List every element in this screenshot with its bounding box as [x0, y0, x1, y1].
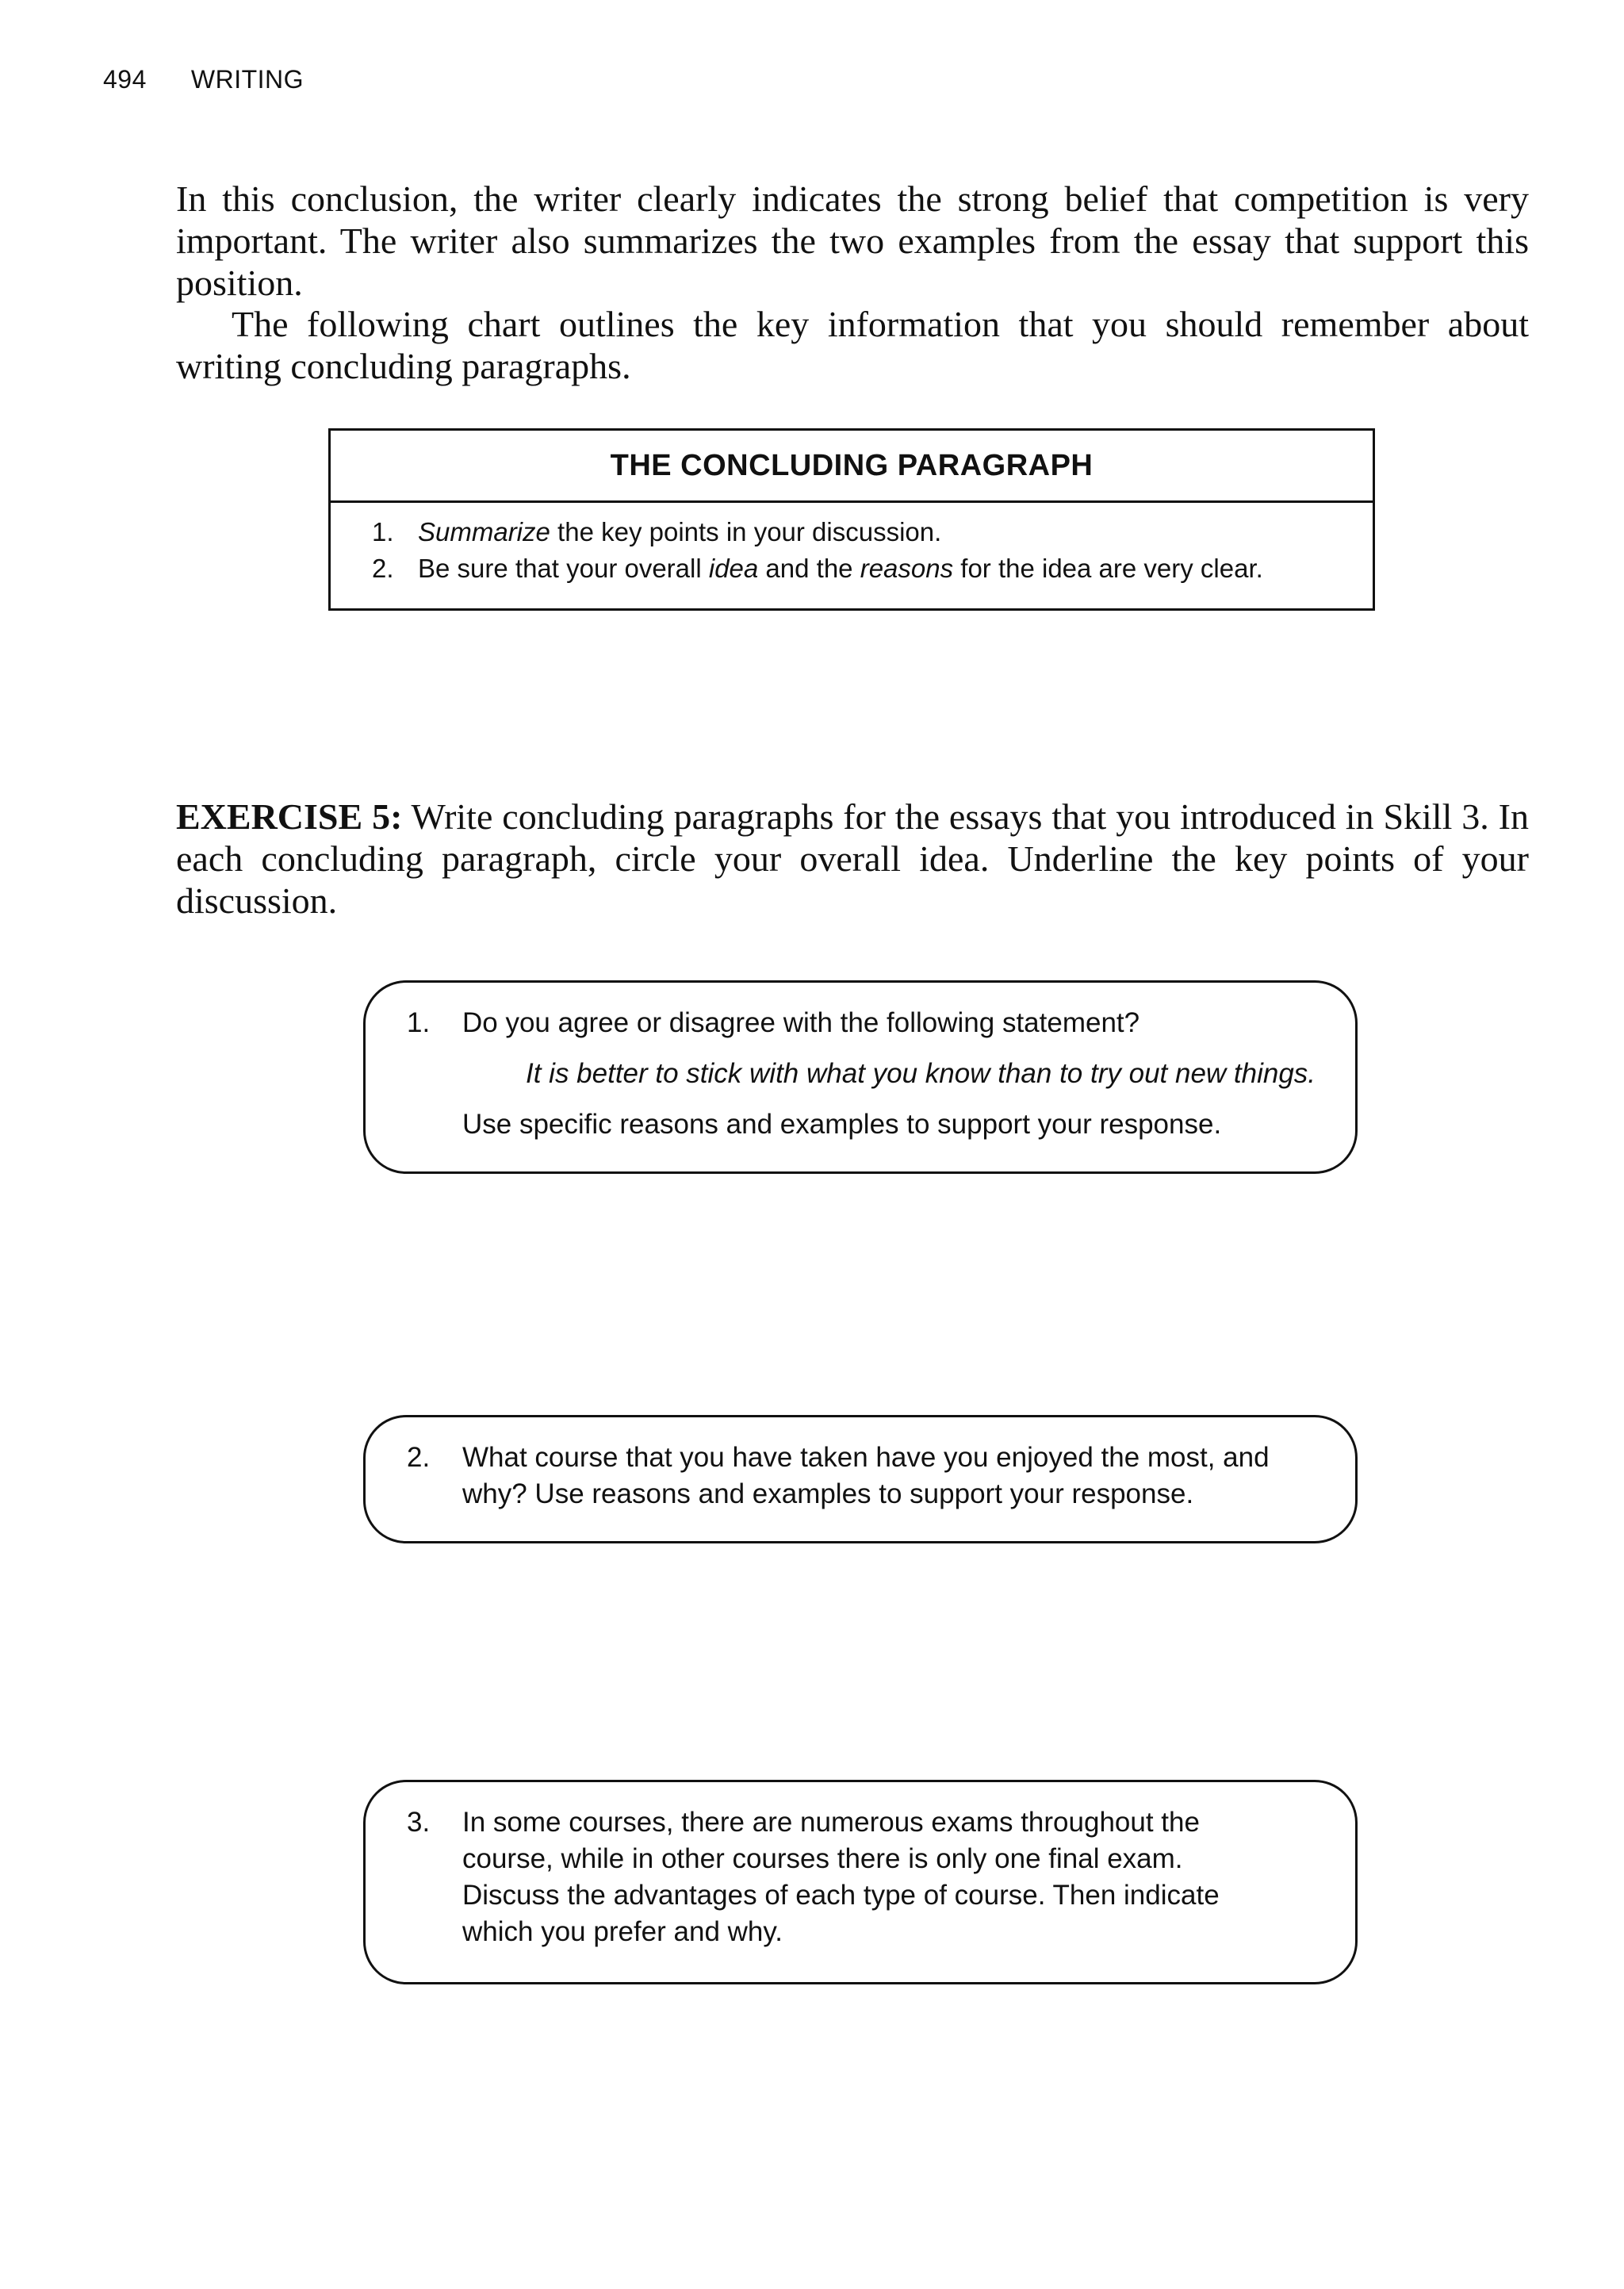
intro-paragraph-1: In this conclusion, the writer clearly indicates the strong belief that competition is very important. The writer also summarizes the two examples from the essay that support this position. [176, 178, 1529, 303]
section-title: WRITING [190, 65, 304, 94]
question-row [407, 1440, 1323, 1513]
chart-item [372, 550, 1373, 587]
running-head [103, 65, 304, 94]
chart-item-number: 2. [372, 554, 394, 583]
chart-item-emphasis: reasons [860, 554, 954, 583]
question-number: 1. [407, 1007, 431, 1038]
exercise-instructions [176, 796, 1529, 922]
chart-item-part: Be sure that your overall [418, 554, 709, 583]
question-statement: It is better to stick with what you know than to try out new things. [526, 1058, 1316, 1089]
chart-item-part: and the [758, 554, 860, 583]
chart-item-part: for the idea are very clear. [953, 554, 1263, 583]
question-row [407, 1804, 1323, 1950]
question-number: 3. [407, 1807, 431, 1838]
chart-item-emphasis: Summarize [418, 517, 550, 546]
chart-title: THE CONCLUDING PARAGRAPH [331, 431, 1373, 503]
intro-paragraph-2-text: The following chart outlines the key information that you should remember about writing concluding paragraphs. [176, 304, 1529, 386]
question-box-2 [363, 1415, 1358, 1543]
exercise-label: EXERCISE 5: [176, 796, 403, 837]
page-number: 494 [103, 65, 147, 94]
chart-item-emphasis: idea [708, 554, 759, 583]
chart-item [372, 514, 1373, 550]
question-box-3 [363, 1780, 1358, 1984]
chart-list [331, 503, 1373, 587]
chart-item-rest: the key points in your discussion. [550, 517, 942, 546]
question-line: Do you agree or disagree with the following statement? [462, 1007, 1140, 1038]
concluding-paragraph-chart [328, 428, 1375, 611]
question-line: Use specific reasons and examples to support your response. [462, 1109, 1222, 1140]
chart-item-text [418, 514, 941, 550]
exercise-text: Write concluding paragraphs for the essays that you introduced in Skill 3. In each concluding paragraph, circle your overall idea. Underline the key points of your discussion. [176, 796, 1529, 921]
question-text: In some courses, there are numerous exams throughout the course, while in other courses there is only one final exam. Discuss the advantages of each type of course. Then indicate which you prefer and why. [462, 1807, 1220, 1947]
question-body [462, 1005, 1316, 1143]
chart-item-text [418, 550, 1263, 587]
question-number: 2. [407, 1442, 431, 1473]
chart-item-number: 1. [372, 517, 394, 546]
question-box-1 [363, 980, 1358, 1174]
question-row [407, 1005, 1323, 1143]
intro-paragraph-2 [176, 303, 1529, 387]
question-text: What course that you have taken have you enjoyed the most, and why? Use reasons and examples to support your response. [462, 1442, 1270, 1509]
